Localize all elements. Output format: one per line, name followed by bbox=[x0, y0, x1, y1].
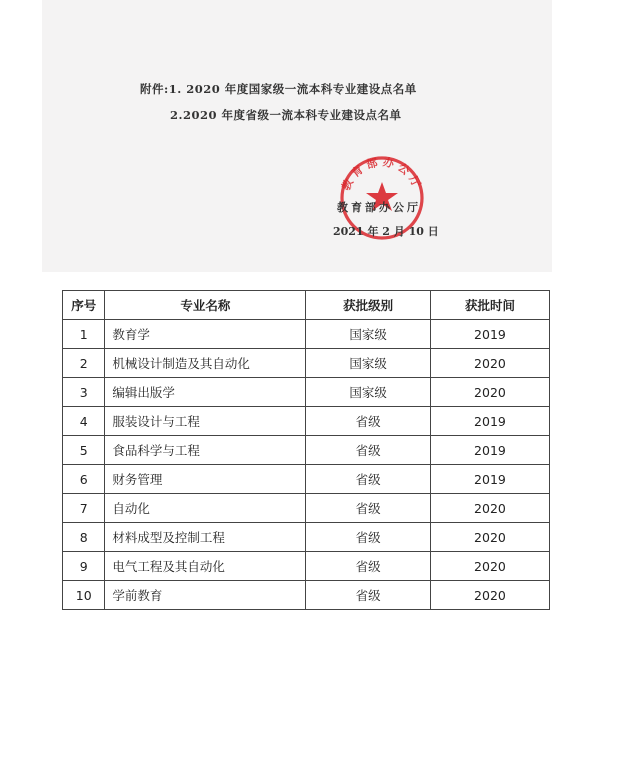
table-row bbox=[63, 436, 550, 465]
approval-level: 省级 bbox=[306, 581, 431, 610]
approval-level: 省级 bbox=[306, 436, 431, 465]
table-row bbox=[63, 378, 550, 407]
major-name: 自动化 bbox=[105, 494, 306, 523]
approval-year: 2020 bbox=[430, 494, 549, 523]
major-name: 教育学 bbox=[105, 320, 306, 349]
approval-year: 2020 bbox=[430, 378, 549, 407]
attachment-line-1: 附件:1. 2020 年度国家级一流本科专业建设点名单 bbox=[140, 82, 417, 96]
approval-year: 2019 bbox=[430, 320, 549, 349]
row-no: 9 bbox=[63, 552, 105, 581]
major-name: 学前教育 bbox=[105, 581, 306, 610]
approval-year: 2019 bbox=[430, 465, 549, 494]
approval-year: 2020 bbox=[430, 581, 549, 610]
approval-level: 国家级 bbox=[306, 320, 431, 349]
table-row bbox=[63, 349, 550, 378]
approval-level: 省级 bbox=[306, 523, 431, 552]
approval-level: 省级 bbox=[306, 407, 431, 436]
major-name: 服装设计与工程 bbox=[105, 407, 306, 436]
table-row bbox=[63, 581, 550, 610]
approval-level: 省级 bbox=[306, 465, 431, 494]
approval-level: 省级 bbox=[306, 552, 431, 581]
row-no: 1 bbox=[63, 320, 105, 349]
table-row bbox=[63, 523, 550, 552]
row-no: 3 bbox=[63, 378, 105, 407]
approval-year: 2020 bbox=[430, 552, 549, 581]
row-no: 7 bbox=[63, 494, 105, 523]
major-name: 食品科学与工程 bbox=[105, 436, 306, 465]
approval-year: 2020 bbox=[430, 523, 549, 552]
table-header-row bbox=[63, 291, 550, 320]
major-name: 机械设计制造及其自动化 bbox=[105, 349, 306, 378]
issuer-name: 教育部办公厅 bbox=[337, 201, 421, 214]
major-name: 材料成型及控制工程 bbox=[105, 523, 306, 552]
header-no: 序号 bbox=[63, 291, 105, 320]
header-level: 获批级别 bbox=[306, 291, 431, 320]
scanned-notice-image bbox=[42, 0, 552, 272]
row-no: 2 bbox=[63, 349, 105, 378]
table-row bbox=[63, 407, 550, 436]
header-year: 获批时间 bbox=[430, 291, 549, 320]
attachment-line-2: 2.2020 年度省级一流本科专业建设点名单 bbox=[170, 108, 402, 122]
row-no: 4 bbox=[63, 407, 105, 436]
table-row bbox=[63, 552, 550, 581]
header-major-name: 专业名称 bbox=[105, 291, 306, 320]
svg-text:教育部办公厅: 教育部办公厅 bbox=[339, 155, 425, 193]
major-name: 财务管理 bbox=[105, 465, 306, 494]
approval-year: 2019 bbox=[430, 436, 549, 465]
issue-date: 2021 年 2 月 10 日 bbox=[333, 225, 439, 238]
approval-year: 2019 bbox=[430, 407, 549, 436]
approval-level: 国家级 bbox=[306, 349, 431, 378]
row-no: 5 bbox=[63, 436, 105, 465]
approval-level: 省级 bbox=[306, 494, 431, 523]
major-name: 电气工程及其自动化 bbox=[105, 552, 306, 581]
table-row bbox=[63, 465, 550, 494]
major-name: 编辑出版学 bbox=[105, 378, 306, 407]
table-row bbox=[63, 494, 550, 523]
row-no: 8 bbox=[63, 523, 105, 552]
row-no: 10 bbox=[63, 581, 105, 610]
approval-year: 2020 bbox=[430, 349, 549, 378]
approved-majors-table bbox=[62, 290, 550, 610]
table-row bbox=[63, 320, 550, 349]
approval-level: 国家级 bbox=[306, 378, 431, 407]
row-no: 6 bbox=[63, 465, 105, 494]
